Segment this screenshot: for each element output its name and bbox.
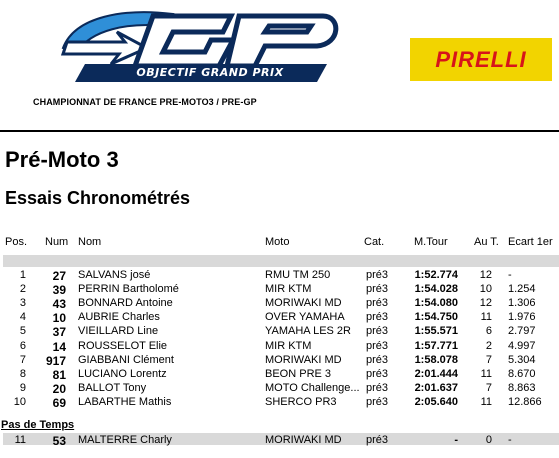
cell-num: 43 [52, 297, 66, 312]
cell-ecart: 1.254 [508, 283, 536, 296]
no-time-section-label: Pas de Temps [1, 419, 75, 431]
table-row [0, 283, 559, 296]
cell-ecart: 5.304 [508, 353, 536, 366]
cell-nom: ROUSSELOT Elie [78, 339, 168, 352]
cell-num: 81 [52, 367, 66, 382]
cell-au: 7 [485, 353, 492, 366]
table-row [0, 396, 559, 409]
cell-num: 20 [52, 381, 66, 396]
cell-nom: BONNARD Antoine [78, 297, 173, 310]
logo-subtitle: OBJECTIF GRAND PRIX [136, 66, 284, 79]
cell-au: 12 [479, 269, 492, 281]
cell-cat: pré3 [366, 269, 389, 281]
cell-cat: pré3 [366, 311, 389, 324]
cell-pos: 4 [19, 311, 26, 324]
cell-mtour: 2:01.637 [414, 381, 458, 394]
sponsor-logo [410, 38, 552, 81]
page-title: Pré-Moto 3 [5, 147, 119, 172]
table-row [0, 354, 559, 367]
col-header-pos: Pos. [5, 236, 28, 248]
table-row [0, 325, 559, 338]
table-row [0, 368, 559, 381]
cell-pos: 6 [19, 339, 26, 352]
cell-pos: 8 [19, 367, 26, 380]
cell-mtour: 1:54.028 [414, 283, 458, 296]
cell-moto: MIR KTM [265, 283, 312, 296]
table-row [0, 269, 559, 282]
cell-moto: MORIWAKI MD [265, 297, 342, 310]
cell-ecart: - [508, 434, 512, 446]
table-row [0, 297, 559, 310]
cell-mtour: 2:01.444 [414, 367, 458, 380]
cell-nom: VIEILLARD Line [78, 325, 159, 338]
cell-cat: pré3 [366, 434, 389, 446]
cell-au: 7 [485, 381, 492, 394]
table-row [0, 340, 559, 353]
cell-ecart: 8.670 [508, 367, 536, 380]
col-header-cat: Cat. [364, 236, 385, 248]
cell-cat: pré3 [366, 367, 389, 380]
cell-cat: pré3 [366, 339, 389, 352]
cell-moto: SHERCO PR3 [265, 395, 337, 408]
cell-pos: 5 [19, 325, 26, 338]
cell-cat: pré3 [366, 353, 389, 366]
cell-num: 69 [52, 395, 66, 410]
cell-num: 53 [52, 434, 66, 448]
ogp-logo-graphic [55, 2, 345, 94]
cell-au: 6 [485, 325, 492, 338]
cell-nom: BALLOT Tony [78, 381, 147, 394]
cell-num: 14 [52, 339, 66, 354]
cell-moto: MOTO Challenge... [265, 381, 360, 394]
cell-mtour: 1:54.080 [414, 297, 458, 310]
col-header-ecart: Ecart 1er [508, 236, 553, 248]
cell-pos: 11 [14, 434, 26, 446]
cell-mtour: 1:52.774 [414, 269, 458, 281]
cell-nom: MALTERRE Charly [78, 434, 172, 446]
cell-nom: AUBRIE Charles [78, 311, 160, 324]
cell-num: 10 [52, 311, 66, 326]
cell-cat: pré3 [366, 283, 389, 296]
cell-num: 39 [52, 283, 66, 298]
cell-cat: pré3 [366, 297, 389, 310]
cell-ecart: 12.866 [508, 395, 542, 408]
cell-nom: SALVANS josé [78, 269, 151, 281]
cell-ecart: 2.797 [508, 325, 536, 338]
cell-moto: MIR KTM [265, 339, 312, 352]
cell-moto: MORIWAKI MD [265, 434, 342, 446]
cell-num: 917 [45, 353, 66, 368]
cell-cat: pré3 [366, 395, 389, 408]
cell-au: 11 [480, 395, 492, 408]
cell-ecart: - [508, 269, 512, 281]
cell-moto: RMU TM 250 [265, 269, 331, 281]
col-header-au: Au T. [474, 236, 499, 248]
cell-cat: pré3 [366, 381, 389, 394]
cell-ecart: 4.997 [508, 339, 536, 352]
cell-mtour: 1:58.078 [414, 353, 458, 366]
table-row [0, 382, 559, 395]
cell-pos: 9 [19, 381, 26, 394]
cell-moto: YAMAHA LES 2R [265, 325, 351, 338]
col-header-nom: Nom [78, 236, 102, 248]
championship-title: CHAMPIONNAT DE FRANCE PRE-MOTO3 / PRE-GP [33, 97, 257, 107]
cell-mtour: 1:57.771 [414, 339, 458, 352]
cell-ecart: 8.863 [508, 381, 536, 394]
cell-au: 2 [485, 339, 492, 352]
cell-mtour: 2:05.640 [414, 395, 458, 408]
cell-nom: LUCIANO Lorentz [78, 367, 167, 380]
cell-au: 11 [480, 367, 492, 380]
table-row [0, 311, 559, 324]
sponsor-name: PIRELLI [435, 46, 527, 72]
cell-mtour: - [454, 434, 458, 446]
cell-nom: GIABBANI Clément [78, 353, 174, 366]
col-header-mtour: M.Tour [414, 236, 448, 248]
cell-num: 37 [52, 325, 66, 340]
cell-ecart: 1.306 [508, 297, 536, 310]
cell-num: 27 [52, 269, 66, 283]
cell-pos: 10 [13, 395, 26, 408]
cell-nom: LABARTHE Mathis [78, 395, 172, 408]
cell-mtour: 1:54.750 [414, 311, 458, 324]
cell-mtour: 1:55.571 [414, 325, 458, 338]
cell-nom: PERRIN Bartholomé [78, 283, 179, 296]
cell-pos: 1 [19, 269, 26, 281]
cell-moto: MORIWAKI MD [265, 353, 342, 366]
header-divider [0, 130, 559, 132]
cell-pos: 2 [19, 283, 26, 296]
cell-au: 0 [485, 434, 492, 446]
cell-au: 11 [480, 311, 492, 324]
cell-moto: BEON PRE 3 [265, 367, 332, 380]
cell-moto: OVER YAMAHA [265, 311, 345, 324]
cell-au: 12 [479, 297, 492, 310]
col-header-num: Num [45, 236, 69, 248]
session-title: Essais Chronométrés [5, 188, 191, 208]
table-band [3, 255, 559, 267]
cell-pos: 3 [19, 297, 26, 310]
cell-ecart: 1.976 [508, 311, 536, 324]
cell-cat: pré3 [366, 325, 389, 338]
cell-au: 10 [479, 283, 492, 296]
col-header-moto: Moto [265, 236, 290, 248]
cell-pos: 7 [19, 353, 26, 366]
ogp-logo [55, 2, 345, 94]
table-row [0, 434, 559, 447]
